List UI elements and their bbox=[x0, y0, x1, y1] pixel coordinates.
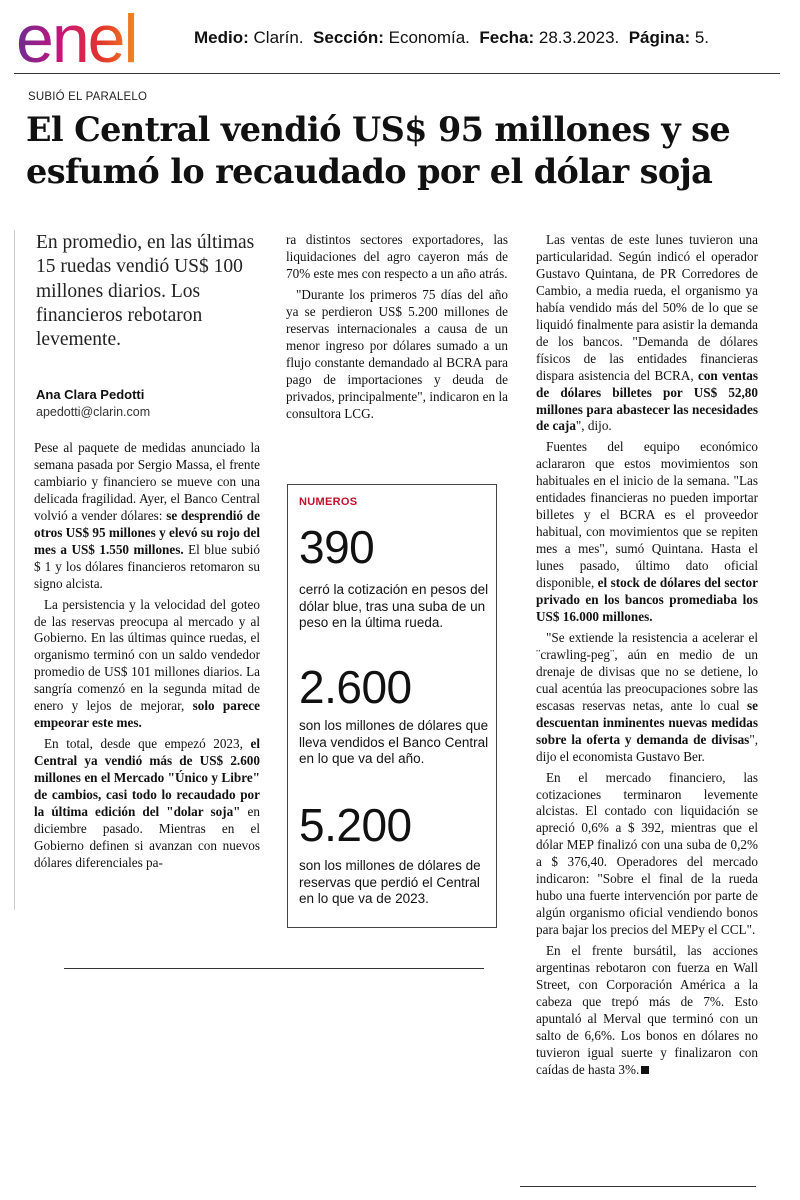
enel-logo bbox=[14, 6, 184, 68]
paragraph: La persistencia y la velocidad del goteo de las reservas preocupa al mercado y al Gobierno. En las últimas quince ruedas, el organismo terminó con un saldo vendedor promedio de US$ 101 millones diarios. La sangría comenzó en la segunda mitad de enero y lejos de mejorar, solo parece empeorar este mes. bbox=[34, 596, 260, 731]
paragraph: En el mercado financiero, las cotizaciones terminaron levemente alcistas. El contado con liquidación se apreció 0,6% a $ 392, mientras que el dólar MEP finalizó con una suba de 0,2% a $ 376,40. Operadores del mercado indicaron: "Sobre el final de la rueda hubo una fuerte intervención por parte de algún organismo oficial vendiendo bonos para bajar los precios del MEPy el CCL". bbox=[536, 769, 758, 938]
headline-line-2: esfumó lo recaudado por el dólar soja bbox=[26, 152, 713, 191]
pagina-value: 5. bbox=[694, 28, 710, 47]
header-divider bbox=[14, 73, 780, 74]
paragraph: "Durante los primeros 75 días del año ya se perdieron US$ 5.200 millones de reservas internacionales a causa de un menor ingreso por dólares sumado a un flujo constante demandado al BCRA para pago de importaciones y deuda de privados, principalmente", indicaron en la consultora LCG. bbox=[286, 286, 508, 421]
big-number: 5.200 bbox=[299, 799, 412, 851]
fecha-value: 28.3.2023. bbox=[538, 28, 620, 47]
author-email: apedotti@clarin.com bbox=[36, 405, 151, 419]
enel-logo-text: enel bbox=[16, 6, 137, 68]
article-column-3 bbox=[536, 232, 758, 1079]
paragraph: Las ventas de este lunes tuvieron una particularidad. Según indicó el operador Gustavo Quintana, de PR Corredores de Cambio, a media rueda, el organismo ya había vendido más del 50% de lo que se liquidó finalmente para asistir la demanda de los bancos. "Demanda de dólares físicos de las entidades financieras dispara asistencia del BCRA, con ventas de dólares billetes por US$ 52,80 millones para abastecer las necesidades de caja", dijo. bbox=[536, 232, 758, 434]
medio-label: Medio: bbox=[194, 28, 249, 47]
seccion-label: Sección: bbox=[313, 28, 384, 47]
paragraph: ra distintos sectores exportadores, las liquidaciones del agro cayeron más de 70% este mes con respecto a un año atrás. bbox=[286, 232, 508, 281]
article-column-2 bbox=[286, 232, 508, 422]
headline-line-1: El Central vendió US$ 95 millones y se bbox=[26, 110, 731, 149]
paragraph: "Se extiende la resistencia a acelerar el ¨crawling-peg¨, aún en medio de un drenaje de divisas que no se detiene, lo cual acentúa las preocupaciones sobre las escasas reservas netas, ante lo cual se descuentan inminentes nuevas medidas sobre la oferta y demanda de divisas", dijo el economista Gustavo Ber. bbox=[536, 629, 758, 764]
seccion-value: Economía. bbox=[388, 28, 470, 47]
numbers-sidebar-box bbox=[287, 484, 497, 928]
article-headline bbox=[26, 109, 786, 193]
column-divider bbox=[14, 230, 15, 910]
paragraph: En total, desde que empezó 2023, el Central ya vendió más de US$ 2.600 millones en el Mercado "Único y Libre" de cambios, casi todo lo recaudado por la última edición del "dolar soja" en diciembre pasado. Mientras en el Gobierno definen si avanzan con nuevos dólares diferenciales pa- bbox=[34, 736, 260, 870]
article-column-1 bbox=[34, 440, 260, 872]
numbers-box-title: NUMEROS bbox=[299, 496, 358, 508]
author-name: Ana Clara Pedotti bbox=[36, 387, 145, 402]
end-of-article-mark bbox=[641, 1066, 649, 1074]
big-number: 390 bbox=[299, 521, 375, 573]
big-number: 2.600 bbox=[299, 661, 412, 713]
number-description: son los millones de dólares que lleva vendidos el Banco Central en lo que va del año. bbox=[299, 718, 489, 767]
bottom-divider bbox=[64, 968, 484, 969]
paragraph: En el frente bursátil, las acciones argentinas rebotaron con fuerza en Wall Street, con Corporación América a la cabeza que trepó más de 7%. Esto apuntaló al Merval que terminó con un salto de 6,6%. Los bonos en dólares no tuvieron igual suerte y finalizaron con caídas de hasta 3%. bbox=[536, 943, 758, 1077]
bottom-divider bbox=[520, 1186, 756, 1187]
paragraph: Fuentes del equipo económico aclararon que estos movimientos son habituales en el inicio de la semana. "Las entidades financieras no pueden importar billetes y el BCRA es el proveedor habitual, con movimientos que se repiten mes a mes", sumó Quintana. Hasta el lunes pasado, último dato oficial disponible, el stock de dólares del sector privado en los bancos promediaba los US$ 16.000 millones. bbox=[536, 439, 758, 624]
article-lead: En promedio, en las últimas 15 ruedas vendió US$ 100 millones diarios. Los financieros rebotaron levemente. bbox=[36, 232, 255, 351]
number-description: son los millones de dólares de reservas que perdió el Central en lo que va de 2023. bbox=[299, 858, 481, 907]
fecha-label: Fecha: bbox=[479, 28, 535, 47]
number-description: cerró la cotización en pesos del dólar blue, tras una suba de un peso en la última rueda. bbox=[299, 582, 489, 631]
paragraph: Pese al paquete de medidas anunciado la semana pasada por Sergio Massa, el frente cambiario y financiero se mueve con una delicada fragilidad. Ayer, el Banco Central volvió a vender dólares: se desprendió de otros US$ 95 millones y elevó su rojo del mes a US$ 1.550 millones. El blue subió $ 1 y los dólares financieros retomaron su signo alcista. bbox=[34, 440, 260, 591]
medio-value: Clarín. bbox=[253, 28, 304, 47]
pagina-label: Página: bbox=[628, 28, 691, 47]
press-clipping-meta bbox=[194, 28, 709, 48]
article-kicker: SUBIÓ EL PARALELO bbox=[28, 91, 148, 103]
